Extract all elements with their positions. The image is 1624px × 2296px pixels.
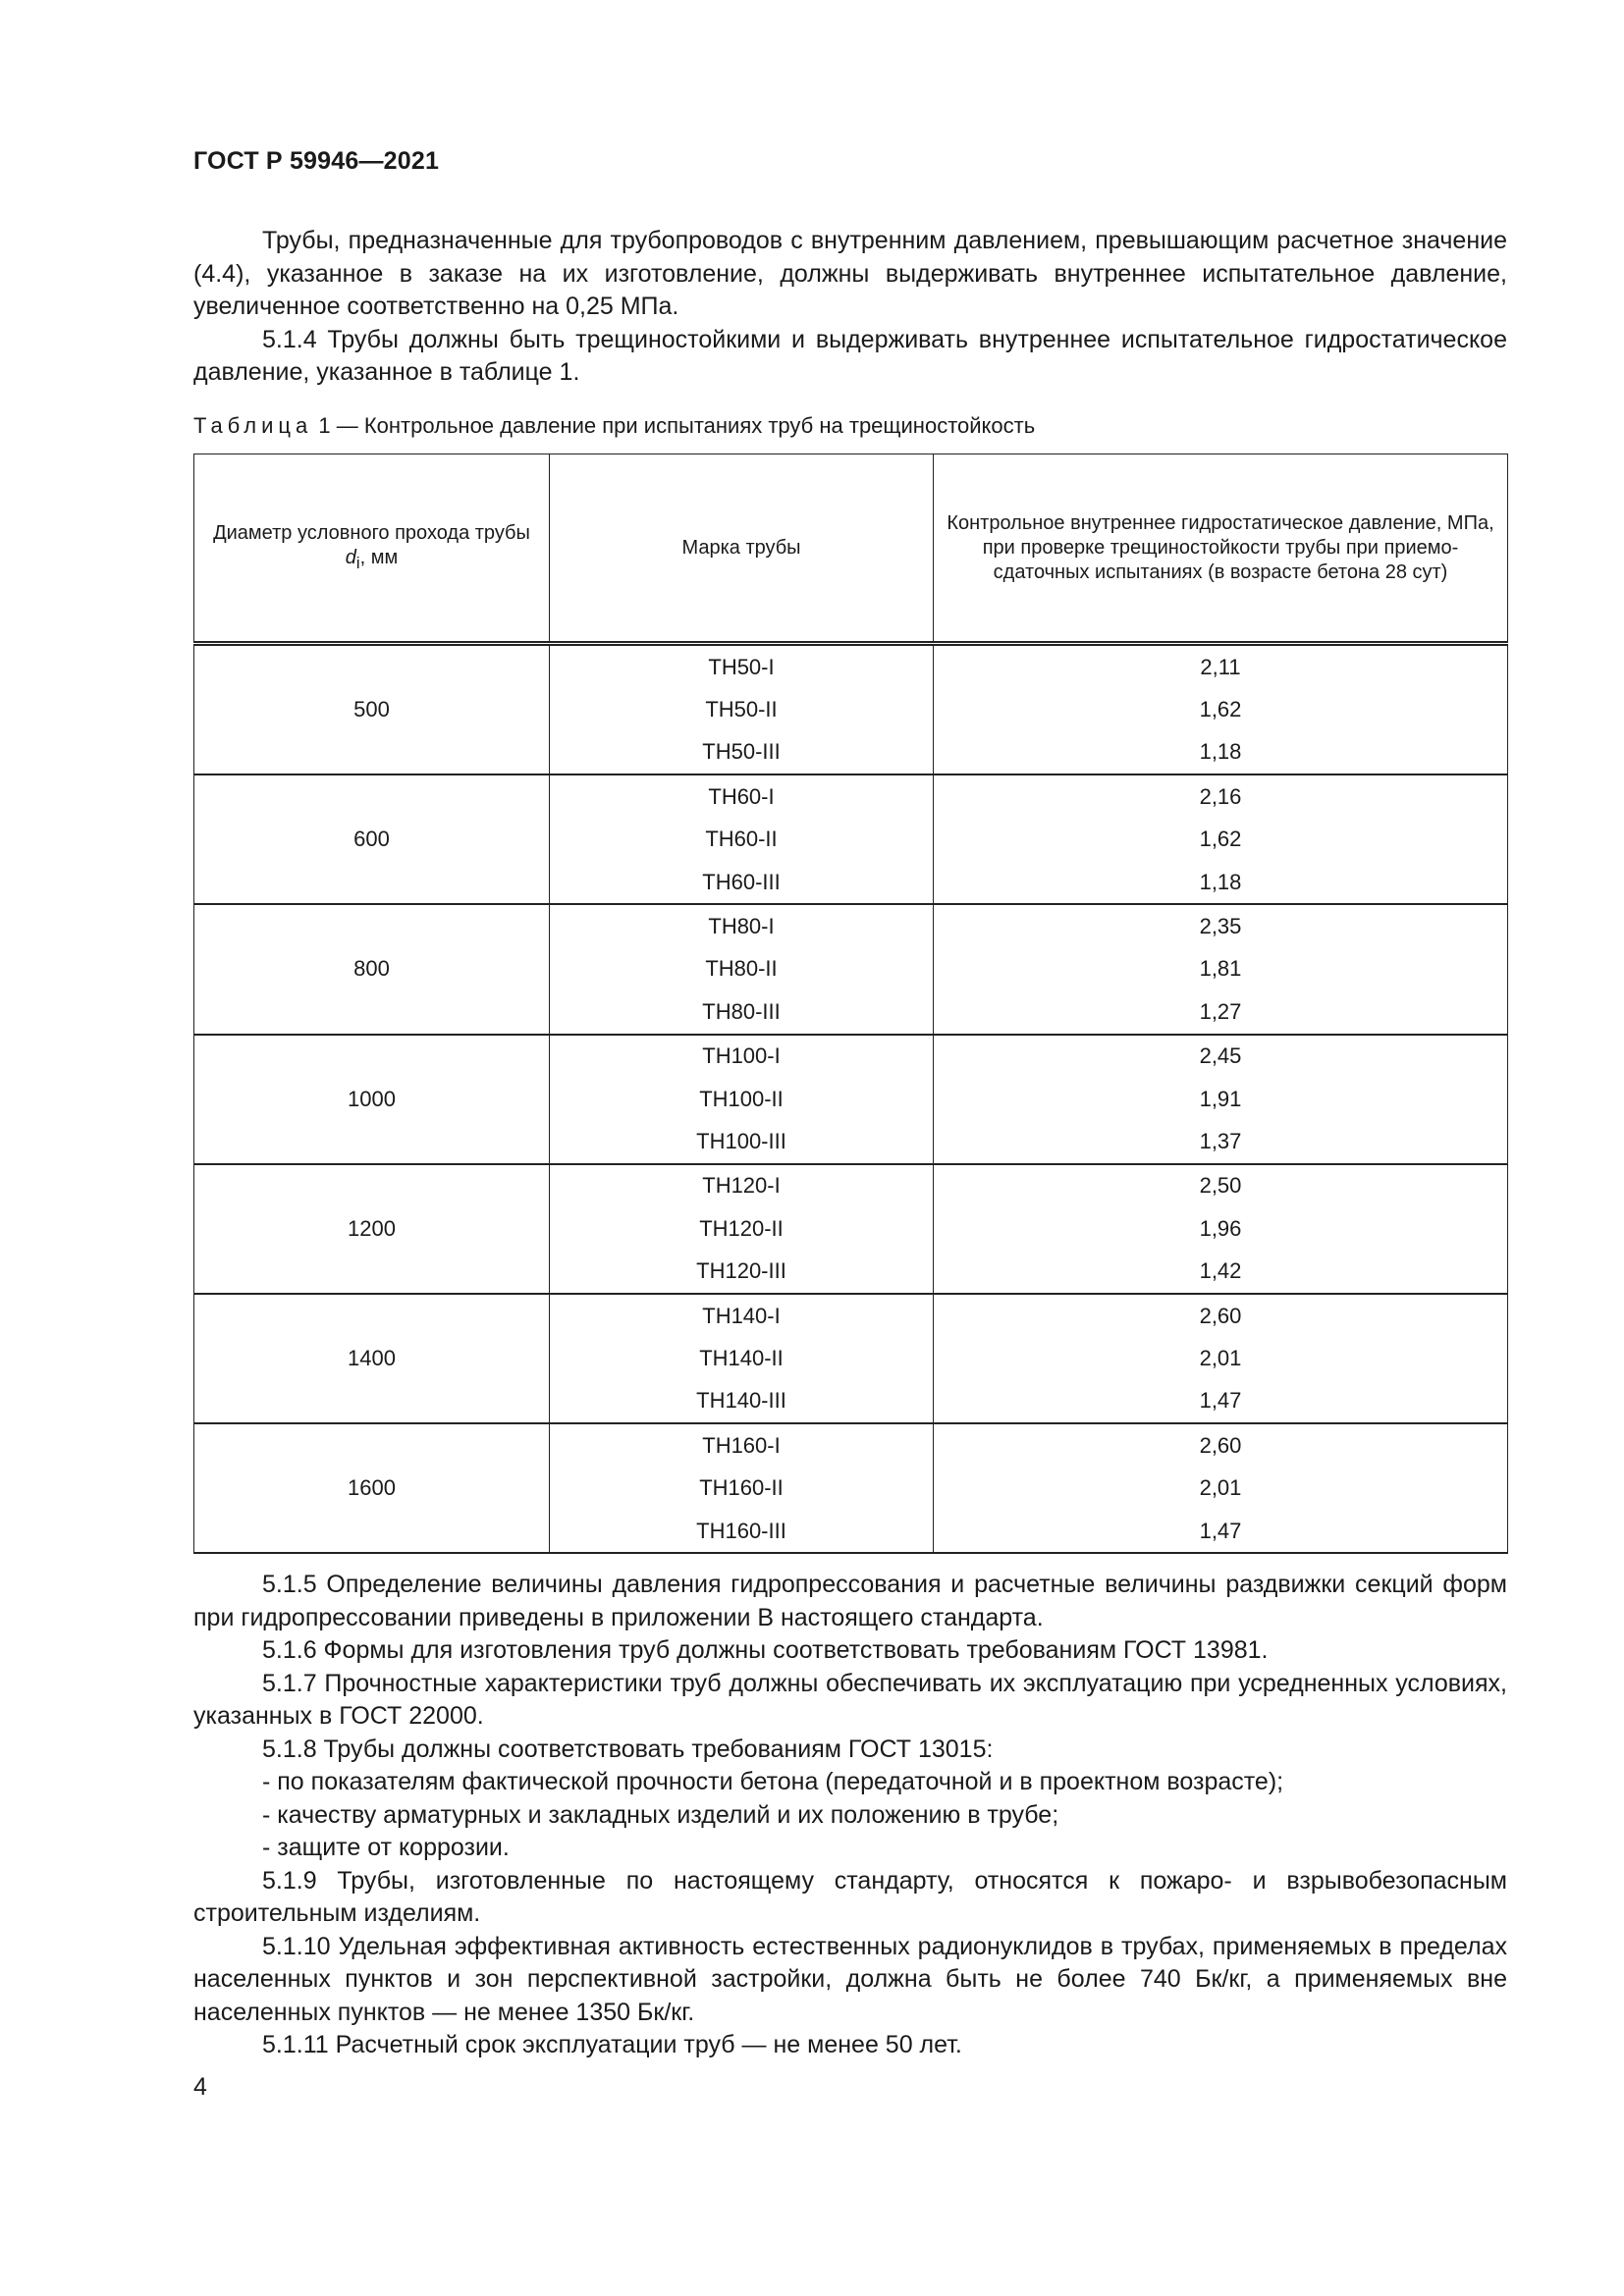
table-header-row xyxy=(194,454,1508,644)
list-item: - защите от коррозии. xyxy=(262,1834,510,1861)
cell-pressure: 2,16 xyxy=(934,774,1508,818)
cell-mark: ТН140-III xyxy=(550,1380,934,1423)
paragraph: 5.1.8 Трубы должны соответствовать требованиям ГОСТ 13015: xyxy=(262,1735,994,1763)
cell-diameter: 500 xyxy=(194,644,550,775)
cell-pressure: 1,18 xyxy=(934,731,1508,774)
cell-pressure: 2,50 xyxy=(934,1164,1508,1207)
cell-diameter: 1200 xyxy=(194,1164,550,1294)
table-caption-label: Таблица xyxy=(193,413,313,438)
header-diameter xyxy=(194,454,550,644)
list-item: - качеству арматурных и закладных изделий и их положению в трубе; xyxy=(262,1800,1059,1829)
cell-diameter: 800 xyxy=(194,904,550,1034)
cell-mark: ТН160-II xyxy=(550,1467,934,1509)
cell-mark: ТН50-II xyxy=(550,688,934,730)
paragraph-5-1-4: 5.1.4 Трубы должны быть трещиностойкими и выдерживать внутреннее испытательное гидростатическое давление, указанное в таблице 1. xyxy=(193,325,1507,386)
list-item: - по показателям фактической прочности бетона (передаточной и в проектном возрасте); xyxy=(262,1768,1284,1795)
cell-mark: ТН120-III xyxy=(550,1250,934,1293)
paragraph: 5.1.6 Формы для изготовления труб должны соответствовать требованиям ГОСТ 13981. xyxy=(262,1636,1269,1664)
cell-diameter: 600 xyxy=(194,774,550,904)
header-diameter-sub: i xyxy=(355,553,360,572)
table-caption xyxy=(193,413,1035,439)
cell-mark: ТН50-III xyxy=(550,731,934,774)
cell-mark: ТН60-I xyxy=(550,774,934,818)
cell-mark: ТН80-I xyxy=(550,904,934,947)
cell-mark: ТН160-III xyxy=(550,1510,934,1553)
paragraph: 5.1.7 Прочностные характеристики труб должны обеспечивать их эксплуатацию при усредненных условиях, указанных в ГОСТ 22000. xyxy=(193,1669,1507,1730)
cell-pressure: 1,27 xyxy=(934,990,1508,1034)
pressure-table-wrapper xyxy=(193,454,1507,1554)
cell-mark: ТН80-III xyxy=(550,990,934,1034)
cell-pressure: 2,45 xyxy=(934,1035,1508,1078)
cell-mark: ТН80-II xyxy=(550,948,934,990)
cell-mark: ТН60-II xyxy=(550,819,934,861)
paragraph: 5.1.5 Определение величины давления гидропрессования и расчетные величины раздвижки секций форм при гидропрессовании приведены в приложении В настоящего стандарта. xyxy=(193,1571,1507,1631)
header-mark: Марка трубы xyxy=(550,454,934,644)
table-caption-text: 1 — Контрольное давление при испытаниях труб на трещиностойкость xyxy=(318,413,1036,438)
cell-pressure: 2,11 xyxy=(934,644,1508,689)
cell-pressure: 1,62 xyxy=(934,819,1508,861)
table-row xyxy=(194,1294,1508,1337)
cell-pressure: 1,37 xyxy=(934,1120,1508,1163)
table-row xyxy=(194,904,1508,947)
cell-mark: ТН100-I xyxy=(550,1035,934,1078)
header-diameter-unit: , мм xyxy=(359,546,399,568)
cell-mark: ТН60-III xyxy=(550,861,934,904)
paragraph: 5.1.9 Трубы, изготовленные по настоящему стандарту, относятся к пожаро- и взрывобезопасным строительным изделиям. xyxy=(193,1866,1507,1927)
table-row xyxy=(194,1164,1508,1207)
cell-pressure: 2,01 xyxy=(934,1337,1508,1379)
cell-diameter: 1000 xyxy=(194,1035,550,1164)
cell-mark: ТН50-I xyxy=(550,644,934,689)
table-row xyxy=(194,1423,1508,1467)
table-row xyxy=(194,1035,1508,1078)
cell-pressure: 1,62 xyxy=(934,688,1508,730)
cell-pressure: 1,81 xyxy=(934,948,1508,990)
table-row xyxy=(194,644,1508,689)
paragraph: 5.1.11 Расчетный срок эксплуатации труб — не менее 50 лет. xyxy=(262,2031,962,2058)
header-pressure: Контрольное внутреннее гидростатическое давление, МПа, при проверке трещиностойкости трубы при приемо-сдаточных испытаниях (в возрасте бетона 28 сут) xyxy=(934,454,1508,644)
cell-pressure: 2,60 xyxy=(934,1294,1508,1337)
table-body xyxy=(194,644,1508,1554)
cell-pressure: 2,35 xyxy=(934,904,1508,947)
cell-pressure: 2,60 xyxy=(934,1423,1508,1467)
cell-diameter: 1600 xyxy=(194,1423,550,1553)
cell-mark: ТН120-I xyxy=(550,1164,934,1207)
paragraph: 5.1.10 Удельная эффективная активность естественных радионуклидов в трубах, применяемых в пределах населенных пунктов и зон перспективной застройки, должна быть не более 740 Бк/кг, а применяемых вне населенных пунктов — не менее 1350 Бк/кг. xyxy=(193,1932,1507,2026)
cell-pressure: 1,47 xyxy=(934,1380,1508,1423)
cell-mark: ТН120-II xyxy=(550,1207,934,1250)
cell-mark: ТН140-I xyxy=(550,1294,934,1337)
body-text-block xyxy=(193,1569,1507,2062)
cell-mark: ТН160-I xyxy=(550,1423,934,1467)
paragraph-intro-1: Трубы, предназначенные для трубопроводов с внутренним давлением, превышающим расчетное значение (4.4), указанное в заказе на их изготовление, должны выдерживать внутреннее испытательное давление, увеличенное соответственно на 0,25 МПа. xyxy=(193,227,1507,320)
cell-pressure: 1,47 xyxy=(934,1510,1508,1553)
pressure-table xyxy=(193,454,1508,1554)
cell-pressure: 1,91 xyxy=(934,1078,1508,1120)
intro-text-block xyxy=(193,225,1507,390)
cell-diameter: 1400 xyxy=(194,1294,550,1423)
cell-pressure: 1,42 xyxy=(934,1250,1508,1293)
page-number: 4 xyxy=(193,2073,207,2101)
cell-pressure: 1,18 xyxy=(934,861,1508,904)
header-diameter-text: Диаметр условного прохода трубы xyxy=(213,521,530,544)
header-diameter-var: d xyxy=(345,546,356,568)
cell-mark: ТН100-III xyxy=(550,1120,934,1163)
cell-mark: ТН140-II xyxy=(550,1337,934,1379)
cell-pressure: 1,96 xyxy=(934,1207,1508,1250)
document-code-header: ГОСТ Р 59946—2021 xyxy=(193,147,440,175)
table-row xyxy=(194,774,1508,818)
cell-pressure: 2,01 xyxy=(934,1467,1508,1509)
cell-mark: ТН100-II xyxy=(550,1078,934,1120)
